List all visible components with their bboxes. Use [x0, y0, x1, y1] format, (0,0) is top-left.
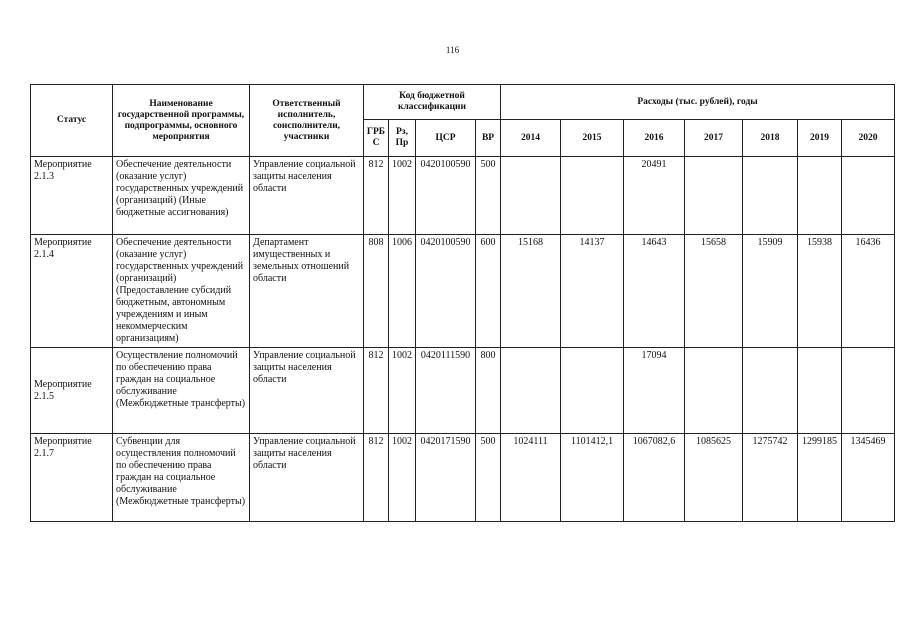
row-value-2018: 15909: [743, 235, 798, 348]
header-year-2017: 2017: [685, 120, 743, 157]
table-row: [31, 235, 895, 348]
row-value-2020: 1345469: [842, 434, 895, 522]
row-executor: Департамент имущественных и земельных отношений области: [250, 235, 364, 348]
row-csr: 0420111590: [416, 348, 476, 434]
row-vr: 500: [476, 157, 501, 235]
row-rz-pr: 1006: [389, 235, 416, 348]
row-value-2016: 14643: [624, 235, 685, 348]
row-value-2014: [501, 348, 561, 434]
header-year-2014: 2014: [501, 120, 561, 157]
row-value-2014: 15168: [501, 235, 561, 348]
row-name: Обеспечение деятельности (оказание услуг) государственных учреждений (организаций) (Предоставление субсидий бюджетным, автономным учреждениям и иным некоммерческим организациям): [113, 235, 250, 348]
row-vr: 800: [476, 348, 501, 434]
row-csr: 0420100590: [416, 157, 476, 235]
header-expenses-group: Расходы (тыс. рублей), годы: [501, 85, 895, 120]
header-csr: ЦСР: [416, 120, 476, 157]
header-vr: ВР: [476, 120, 501, 157]
row-value-2015: [561, 348, 624, 434]
row-name: Субвенции для осуществления полномочий по обеспечению права граждан на социальное обслуживание (Межбюджетные трансферты): [113, 434, 250, 522]
header-status: Статус: [31, 85, 113, 157]
row-value-2017: 1085625: [685, 434, 743, 522]
header-year-2016: 2016: [624, 120, 685, 157]
budget-table: [30, 84, 895, 522]
row-vr: 600: [476, 235, 501, 348]
header-year-2018: 2018: [743, 120, 798, 157]
table-row: [31, 157, 895, 235]
row-value-2018: 1275742: [743, 434, 798, 522]
row-status: Мероприятие 2.1.7: [31, 434, 113, 522]
page-number: 116: [445, 45, 460, 55]
row-value-2019: [798, 348, 842, 434]
row-executor: Управление социальной защиты населения области: [250, 157, 364, 235]
row-status: Мероприятие 2.1.4: [31, 235, 113, 348]
row-grbs: 812: [364, 157, 389, 235]
row-value-2019: 15938: [798, 235, 842, 348]
row-vr: 500: [476, 434, 501, 522]
row-csr: 0420100590: [416, 235, 476, 348]
row-value-2018: [743, 157, 798, 235]
row-value-2015: 14137: [561, 235, 624, 348]
header-year-2015: 2015: [561, 120, 624, 157]
row-value-2019: [798, 157, 842, 235]
table-row: [31, 348, 895, 434]
row-value-2014: [501, 157, 561, 235]
row-rz-pr: 1002: [389, 348, 416, 434]
row-rz-pr: 1002: [389, 157, 416, 235]
row-name: Осуществление полномочий по обеспечению права граждан на социальное обслуживание (Межбюджетные трансферты): [113, 348, 250, 434]
row-value-2016: 17094: [624, 348, 685, 434]
header-grbs: ГРБ С: [364, 120, 389, 157]
row-value-2014: 1024111: [501, 434, 561, 522]
header-rz-pr: Рз, Пр: [389, 120, 416, 157]
row-name: Обеспечение деятельности (оказание услуг) государственных учреждений (организаций) (Иные бюджетные ассигнования): [113, 157, 250, 235]
row-grbs: 808: [364, 235, 389, 348]
header-program-name: Наименование государственной программы, подпрограммы, основного мероприятия: [113, 85, 250, 157]
header-budget-code-group: Код бюджетной классификации: [364, 85, 501, 120]
row-status: Мероприятие 2.1.5: [31, 348, 113, 434]
row-value-2017: [685, 157, 743, 235]
row-status: Мероприятие 2.1.3: [31, 157, 113, 235]
row-value-2018: [743, 348, 798, 434]
row-value-2020: 16436: [842, 235, 895, 348]
header-year-2019: 2019: [798, 120, 842, 157]
header-responsible: Ответственный исполнитель, соисполнители, участники: [250, 85, 364, 157]
row-grbs: 812: [364, 434, 389, 522]
row-value-2020: [842, 157, 895, 235]
row-csr: 0420171590: [416, 434, 476, 522]
header-year-2020: 2020: [842, 120, 895, 157]
row-value-2016: 20491: [624, 157, 685, 235]
row-grbs: 812: [364, 348, 389, 434]
row-value-2017: 15658: [685, 235, 743, 348]
table-row: [31, 434, 895, 522]
row-value-2015: [561, 157, 624, 235]
row-executor: Управление социальной защиты населения области: [250, 434, 364, 522]
row-value-2015: 1101412,1: [561, 434, 624, 522]
row-executor: Управление социальной защиты населения области: [250, 348, 364, 434]
row-rz-pr: 1002: [389, 434, 416, 522]
row-value-2019: 1299185: [798, 434, 842, 522]
row-value-2016: 1067082,6: [624, 434, 685, 522]
row-value-2020: [842, 348, 895, 434]
row-value-2017: [685, 348, 743, 434]
